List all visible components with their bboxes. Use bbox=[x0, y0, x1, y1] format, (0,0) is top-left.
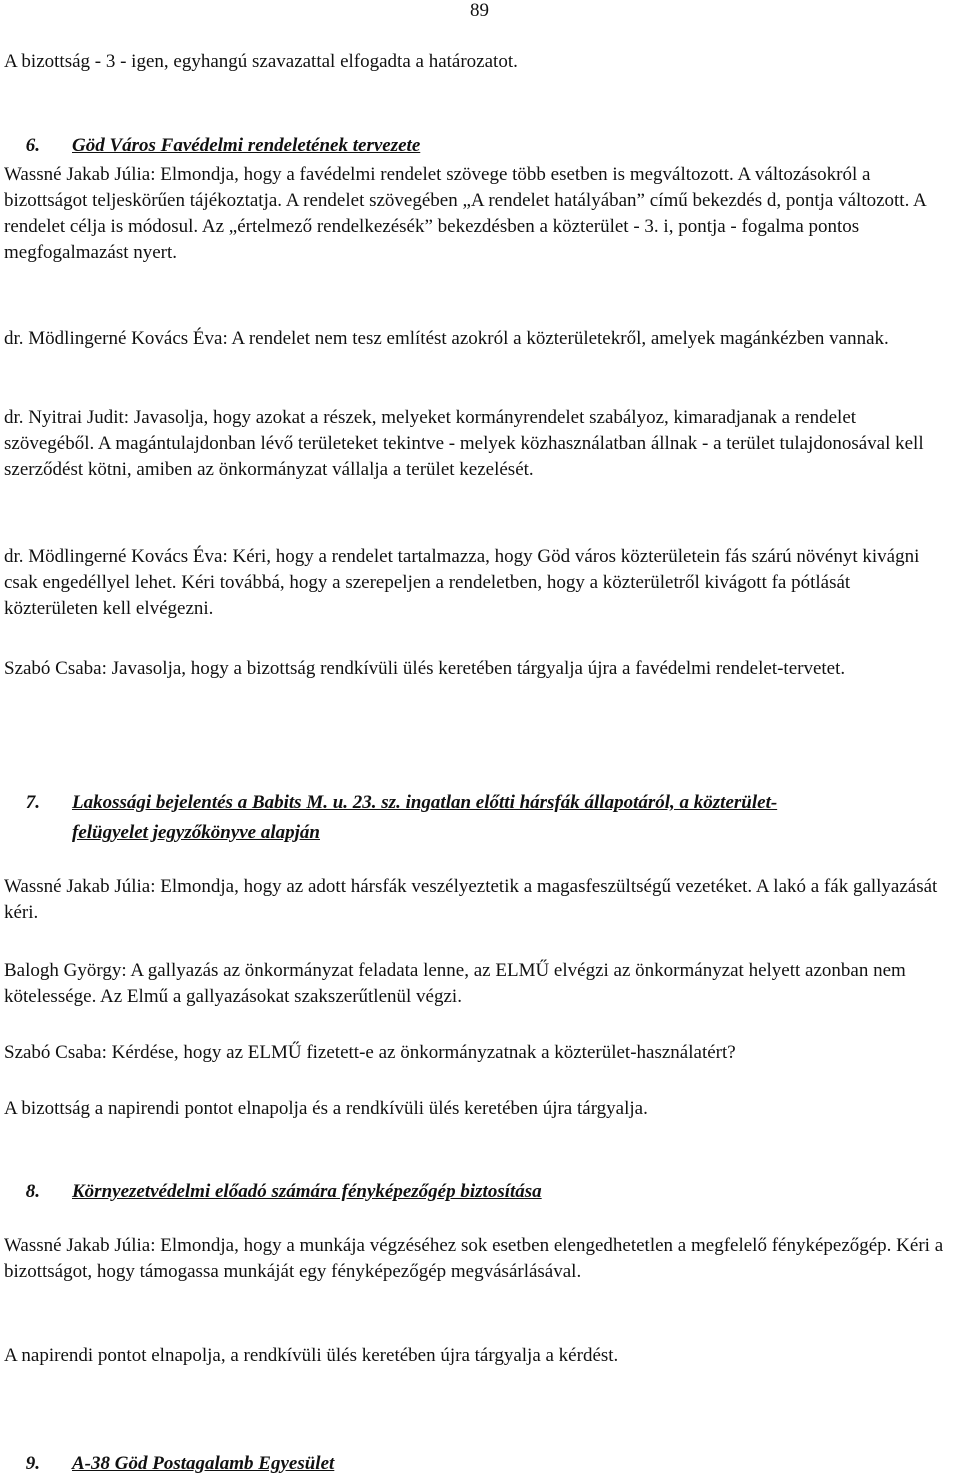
agenda-number: 8. bbox=[25, 1181, 40, 1202]
paragraph-decision-2: A bizottság a napirendi pontot elnapolja és a rendkívüli ülés keretében újra tárgyalja. bbox=[4, 1098, 648, 1119]
paragraph-balogh: Balogh György: A gallyazás az önkormányzat feladata lenne, az ELMŰ elvégzi az önkormányzat helyett azonban nem kötelessége. Az Elmű a gallyazásokat szakszerűtlenül végzi. bbox=[4, 960, 906, 1007]
agenda-title: A-38 Göd Postagalamb Egyesület bbox=[72, 1453, 335, 1474]
agenda-title-line-2: felügyelet jegyzőkönyve alapján bbox=[72, 822, 320, 843]
page-number: 89 bbox=[470, 0, 489, 21]
paragraph-nyitrai: dr. Nyitrai Judit: Javasolja, hogy azokat a részek, melyeket kormányrendelet szabályoz, kimaradjanak a rendelet szövegéből. A magántulajdonban lévő területeket tekintve - melyek közhasználatban állnak - a terület tulajdonosával kell szerződést kötni, amiben az önkormányzat vállalja a terület kezelését. bbox=[4, 407, 924, 480]
paragraph-decision-3: A napirendi pontot elnapolja, a rendkívüli ülés keretében újra tárgyalja a kérdést. bbox=[4, 1345, 619, 1366]
agenda-number: 6. bbox=[25, 135, 40, 156]
agenda-heading-9 bbox=[4, 1451, 944, 1477]
paragraph-decision-1: A bizottság - 3 - igen, egyhangú szavazattal elfogadta a határozatot. bbox=[4, 51, 518, 72]
agenda-heading-7 bbox=[4, 790, 944, 816]
agenda-number: 7. bbox=[25, 792, 40, 813]
agenda-heading-8 bbox=[4, 1179, 944, 1205]
paragraph-wassne-3: Wassné Jakab Júlia: Elmondja, hogy a munkája végzéséhez sok esetben elengedhetetlen a megfelelő fényképezőgép. Kéri a bizottságot, hogy támogassa munkáját egy fényképezőgép megvásárlásával. bbox=[4, 1235, 944, 1282]
agenda-title-line-1: Lakossági bejelentés a Babits M. u. 23. sz. ingatlan előtti hársfák állapotáról, a közterület- bbox=[72, 792, 778, 813]
agenda-heading-6 bbox=[4, 133, 944, 159]
agenda-title: Göd Város Favédelmi rendeletének tervezete bbox=[72, 135, 421, 156]
paragraph-wassne-1: Wassné Jakab Júlia: Elmondja, hogy a favédelmi rendelet szövege több esetben is megváltozott. A változásokról a bizottságot teljeskörűen tájékoztatja. A rendelet szövegében „A rendelet hatályában” című bekezdés d, pontja változott. A rendelet célja is módosul. Az „értelmező rendelkezésék” bekezdésben a közterület - 3. i, pontja - fogalma pontos megfogalmazást nyert. bbox=[4, 164, 926, 263]
paragraph-szabo-1: Szabó Csaba: Javasolja, hogy a bizottság rendkívüli ülés keretében tárgyalja újra a favédelmi rendelet-tervetet. bbox=[4, 658, 846, 679]
paragraph-modlingerne-2: dr. Mödlingerné Kovács Éva: Kéri, hogy a rendelet tartalmazza, hogy Göd város közterületein fás szárú növényt kivágni csak engedéllyel lehet. Kéri továbbá, hogy a szerepeljen a rendeletben, hogy a közterületről kivágott fa pótlását közterületen kell elvégezni. bbox=[4, 546, 920, 619]
paragraph-szabo-2: Szabó Csaba: Kérdése, hogy az ELMŰ fizetett-e az önkormányzatnak a közterület-használatért? bbox=[4, 1042, 736, 1063]
paragraph-wassne-2: Wassné Jakab Júlia: Elmondja, hogy az adott hársfák veszélyeztetik a magasfeszültségű vezetéket. A lakó a fák gallyazását kéri. bbox=[4, 876, 938, 923]
agenda-title: Környezetvédelmi előadó számára fényképezőgép biztosítása bbox=[72, 1181, 542, 1202]
paragraph-modlingerne-1: dr. Mödlingerné Kovács Éva: A rendelet nem tesz említést azokról a közterületekről, amelyek magánkézben vannak. bbox=[4, 328, 889, 349]
agenda-number: 9. bbox=[25, 1453, 40, 1474]
